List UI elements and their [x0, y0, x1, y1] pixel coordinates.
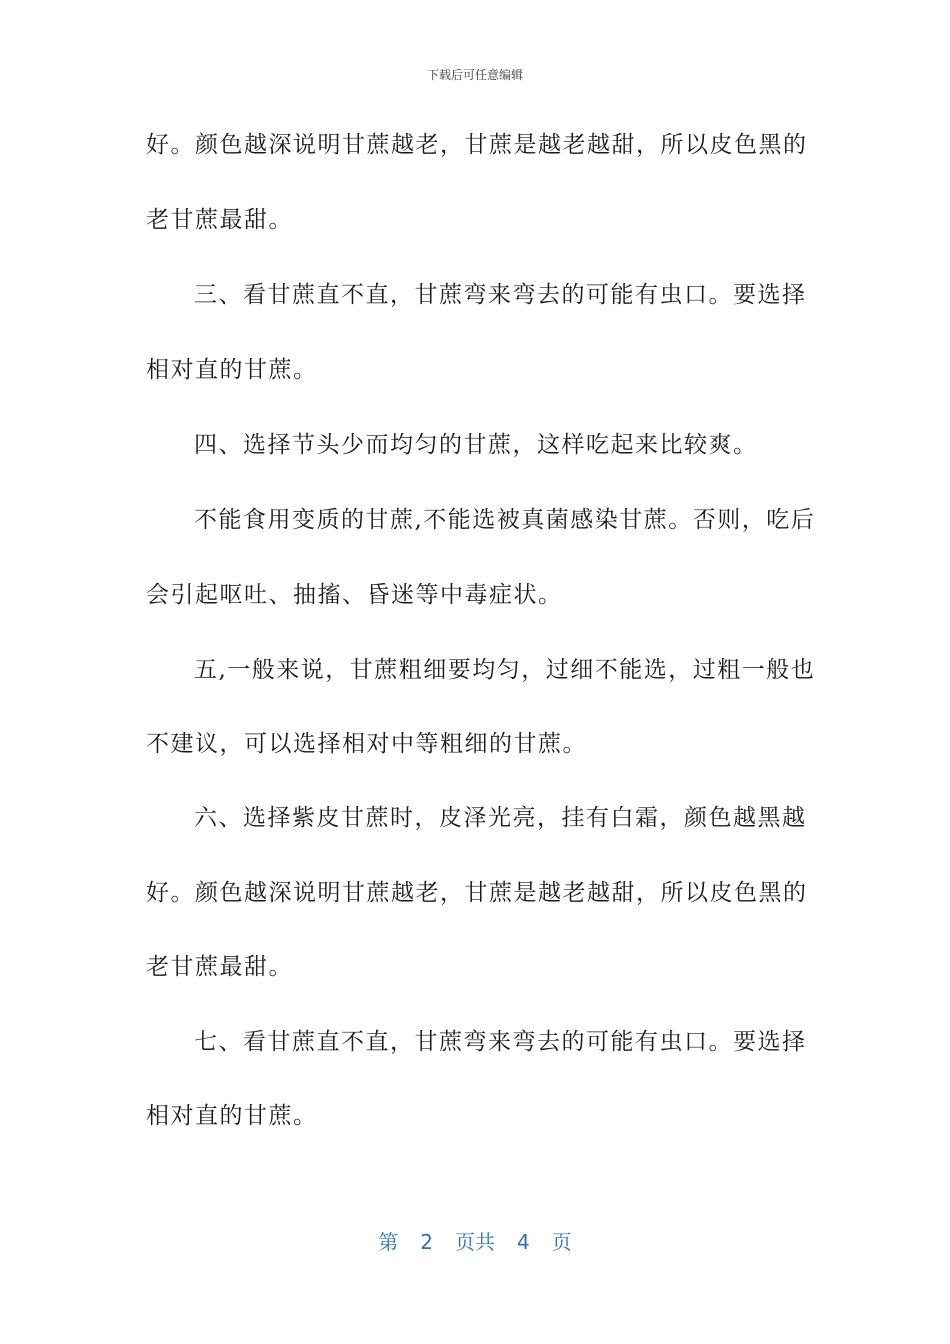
text-line: 六、选择紫皮甘蔗时，皮泽光亮，挂有白霜，颜色越黑越 [194, 805, 807, 831]
footer-suffix: 页 [551, 1230, 572, 1254]
text-line: 七、看甘蔗直不直，甘蔗弯来弯去的可能有虫口。要选择 [194, 1029, 807, 1055]
current-page-number: 2 [420, 1230, 433, 1254]
text-line: 五,一般来说，甘蔗粗细要均匀，过细不能选，过粗一般也 [194, 657, 816, 683]
page-footer [0, 1226, 950, 1255]
text-line: 老甘蔗最甜。 [146, 207, 293, 233]
text-line: 好。颜色越深说明甘蔗越老，甘蔗是越老越甜，所以皮色黑的 [146, 132, 808, 158]
text-line: 四、选择节头少而均匀的甘蔗，这样吃起来比较爽。 [194, 432, 758, 458]
footer-middle: 页共 [455, 1230, 495, 1254]
text-line: 三、看甘蔗直不直，甘蔗弯来弯去的可能有虫口。要选择 [194, 282, 807, 308]
text-line: 相对直的甘蔗。 [146, 1103, 318, 1129]
text-line: 相对直的甘蔗。 [146, 357, 318, 383]
text-line: 会引起呕吐、抽搐、昏迷等中毒症状。 [146, 582, 563, 608]
text-line: 好。颜色越深说明甘蔗越老，甘蔗是越老越甜，所以皮色黑的 [146, 880, 808, 906]
footer-prefix: 第 [378, 1230, 399, 1254]
text-line: 不能食用变质的甘蔗,不能选被真菌感染甘蔗。否则，吃后 [194, 507, 816, 533]
text-line: 不建议，可以选择相对中等粗细的甘蔗。 [146, 731, 587, 757]
total-page-number: 4 [517, 1230, 530, 1254]
header-note: 下载后可任意编辑 [426, 68, 523, 82]
text-line: 老甘蔗最甜。 [146, 954, 293, 980]
